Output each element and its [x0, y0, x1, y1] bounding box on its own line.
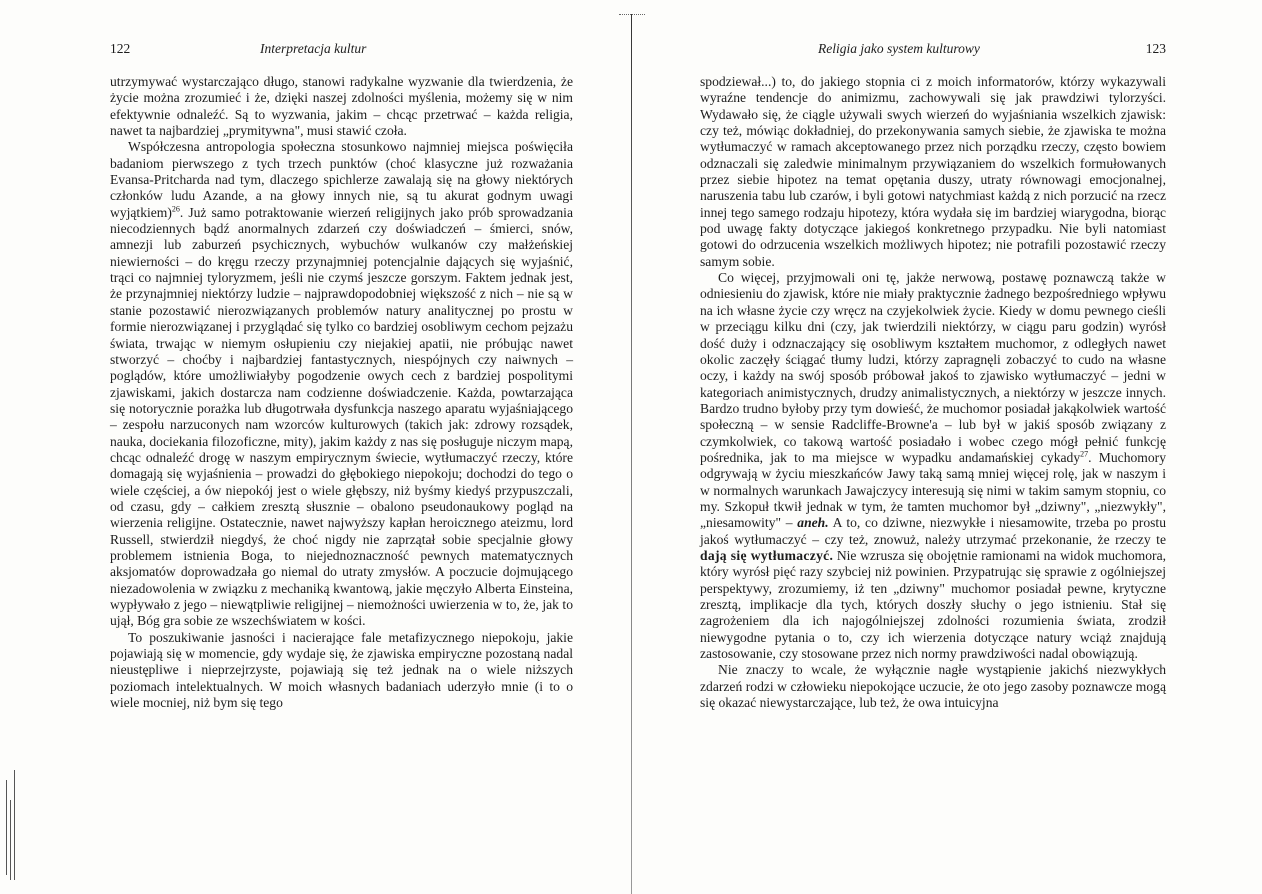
paragraph	[110, 139, 573, 629]
paragraph-text: Nie wzrusza się obojętnie ramionami na widok muchomora, który wyrósł pięć razy szybciej niż powinien. Przypatrując się sprawie z ogólniejszej perspektywy, zrozumiemy, iż ten „dziwny" muchomor posiadał pewne, krytyczne zresztą, implikacje dla tych, których doszły słuchy o jego istnieniu. Stał się zagrożeniem dla ich najogólniejszej zdolności rozumienia świata, zrodził niewygodne pytania o to, czy ich wierzenia dotyczące natury wciąż znajdują zastosowanie, czy stosowane przez nich normy prawdziwości nadal obowiązują.	[700, 547, 1167, 662]
gutter-mark	[619, 14, 645, 17]
footnote-ref: 27	[1080, 449, 1089, 459]
paragraph: spodziewał...) to, do jakiego stopnia ci z moich informatorów, którzy wykazywali wyraźne tendencje do animizmu, zachowywali się jak prawdziwi tylorzyści. Wydawało się, że ciągle używali swych wierzeń do wyjaśniania wszelkich zjawisk: czy też, mówiąc dokładniej, do przekonywania samych siebie, że zjawiska te można wytłumaczyć w ramach akceptowanego przez nich porządku rzeczy, często bowiem odznaczali się zaledwie minimalnym przywiązaniem do wszelkich formułowanych przez siebie hipotez na temat opętania duszy, utraty równowagi emocjonalnej, naruszenia tabu lub czarów, i byli gotowi natychmiast każdą z nich porzucić na rzecz innej tego samego rodzaju hipotezy, która wydała się im bardziej wiarygodna, biorąc pod uwagę fakty dotyczące jakiegoś konkretnego przypadku. Nie byli natomiast gotowi do odrzucenia wszelkich możliwych hipotez; nie potrafili pozostawić rzeczy samym sobie.	[700, 74, 1166, 269]
right-running-head	[700, 38, 1166, 60]
right-page-number: 123	[1145, 41, 1166, 56]
paragraph: To poszukiwanie jasności i nacierające fale metafizycznego niepokoju, jakie pojawiają się w momencie, gdy wydaje się, że zjawiska empiryczne pozostaną nadal nieustępliwe i nieprzejrzyste, pojawiają się też jednak na o wiele niższych poziomach intelektualnych. W moich własnych badaniach uderzyło mnie (i to o wiele mocniej, niż bym się tego	[110, 629, 573, 711]
paragraph: utrzymywać wystarczająco długo, stanowi radykalne wyzwanie dla twierdzenia, że życie można zrozumieć i że, dzięki naszej zdolności myślenia, możemy się w nim efektywnie odnaleźć. Są to wyzwania, jakim – chcąc przetrwać – każda religia, nawet ta najbardziej „prymitywna", musi stawić czoła.	[110, 74, 573, 139]
left-running-head	[110, 38, 573, 60]
page-edge-marks	[4, 770, 18, 890]
paragraph-text: . Muchomory odgrywają w życiu mieszkańców Jawy taką samą mniej więcej rolę, jak w naszym i w normalnych warunkach Jawajczycy interesują się nimi w takim samym stopniu, co my. Szkopuł tkwił jednak w tym, że tamten muchomor był „dziwny", „niezwykły", „niesamowity" –	[700, 449, 1166, 531]
italic-term: aneh.	[797, 515, 829, 531]
right-running-title: Religia jako system kulturowy	[818, 41, 980, 56]
right-page	[700, 38, 1166, 711]
left-page-number: 122	[110, 41, 131, 56]
paragraph-text: . Już samo potraktowanie wierzeń religijnych jako prób sprowadzania niecodziennych bądź anormalnych zdarzeń czy doświadczeń – śmierci, snów, amnezji lub zaburzeń psychicznych, wybuchów wulkanów czy małżeńskiej niewierności – do kręgu rzeczy przynajmniej potencjalnie dających się wyjaśnić, trąci co najmniej tyloryzmem, jeśli nie czymś jeszcze gorszym. Faktem jednak jest, że przynajmniej niektórzy ludzie – najprawdopodobniej większość z nich – nie są w stanie pozostawić nierozwiązanych problemów natury analitycznej po prostu w formie nierozwiązanej i przyglądać się tylko co bardziej osobliwym cechom pejzażu świata, trwając w niemym osłupieniu czy niejakiej apatii, nie próbując nawet stworzyć – choćby i najbardziej fantastycznych, niespójnych czy naiwnych – poglądów, które umożliwiałyby pogodzenie owych cech z bardziej pospolitymi zjawiskami, jakich dostarcza nam codzienne doświadczenie. Każda, powtarzająca się notorycznie porażka lub długotrwała dysfunkcja naszego aparatu wyjaśniającego – zespołu narzuconych nam wzorców kulturowych (takich jak: zdrowy rozsądek, nauka, dociekania filozoficzne, mity), jakim każdy z nas się posługuje niczym mapą, chcąc odnaleźć drogę w naszym empirycznym świecie, wytłumaczyć rzeczy, które domagają się wyjaśnienia – prowadzi do głębokiego niepokoju; dochodzi do tego o wiele częściej, a ów niepokój jest o wiele głębszy, niż byśmy kiedyś przypuszczali, od czasu, gdy – całkiem zresztą słusznie – obalono pseudonaukowy pogląd na wierzenia religijne. Ostatecznie, nawet najwyższy kapłan heroicznego ateizmu, lord Russell, stwierdził niegdyś, że choć nigdy nie zaprzątał sobie specjalnie głowy problemem istnienia Boga, to niejednoznaczność pewnych matematycznych aksjomatów doprowadzała go niemal do utraty zmysłów. A poczucie dojmującego niezadowolenia w związku z mechaniką kwantową, jakie męczyło Alberta Einsteina, wypływało z jego – niewątpliwie religijnej – niemożności uwierzenia w to, że, jak to ujął, Bóg gra sobie ze wszechświatem w kości.	[110, 204, 573, 629]
paragraph-text: Współczesna antropologia społeczna stosunkowo najmniej miejsca poświęciła badaniom pierwszego z tych trzech punktów (choć klasyczne już rozważania Evansa-Pritcharda nad tym, dlaczego spichlerze zawalają się na głowy niektórych członków ludu Azande, a na głowy innych nie, są tu akurat godnym uwagi wyjątkiem)	[110, 139, 573, 220]
paragraph-text: Co więcej, przyjmowali oni tę, jakże nerwową, postawę poznawczą także w odniesieniu do zjawisk, które nie miały praktycznie żadnego bezpośredniego wpływu na ich własne życie czy wręcz na czyjekolwiek życie. Kiedy w domu pewnego cieśli w przeciągu kilku dni (czy, jak twierdzili niektórzy, w ciągu paru godzin) wyrósł dość duży i odznaczający się osobliwym kształtem muchomor, z odległych nawet okolic zaczęły ściągać tłumy ludzi, którzy zapragnęli zobaczyć to cudo na własne oczy, i każdy na swój sposób próbował jakoś to zjawisko wytłumaczyć – jedni w kategoriach animistycznych, drudzy animalistycznych, a niektórzy w jeszcze innych. Bardzo trudno byłoby przy tym dowieść, że muchomor posiadał jakąkolwiek wartość społeczną – w sensie Radcliffe-Browne'a – lub był w jakiś sposób związany z czymkolwiek, co takową wartość posiadało i wobec czego mógł pełnić funkcję pośrednika, jak to ma miejsce w wypadku andamańskiej cykady	[700, 270, 1166, 465]
right-body-text	[700, 74, 1166, 711]
left-page	[110, 38, 573, 711]
footnote-ref: 26	[171, 204, 180, 214]
paragraph-text: A to, co dziwne, niezwykłe i niesamowite, trzeba po prostu jakoś wytłumaczyć – czy też, znowuż, należy utrzymać przekonanie, że rzeczy te	[700, 515, 1166, 547]
left-running-title: Interpretacja kultur	[260, 41, 367, 56]
book-gutter	[631, 14, 632, 894]
bold-phrase: dają się wytłumaczyć.	[700, 547, 834, 563]
left-body-text	[110, 74, 573, 711]
paragraph	[700, 270, 1166, 662]
paragraph: Nie znaczy to wcale, że wyłącznie nagłe wystąpienie jakichś niezwykłych zdarzeń rodzi w człowieku niepokojące uczucie, że oto jego zasoby poznawcze mogą się okazać niewystarczające, lub też, że owa intuicyjna	[700, 662, 1166, 711]
